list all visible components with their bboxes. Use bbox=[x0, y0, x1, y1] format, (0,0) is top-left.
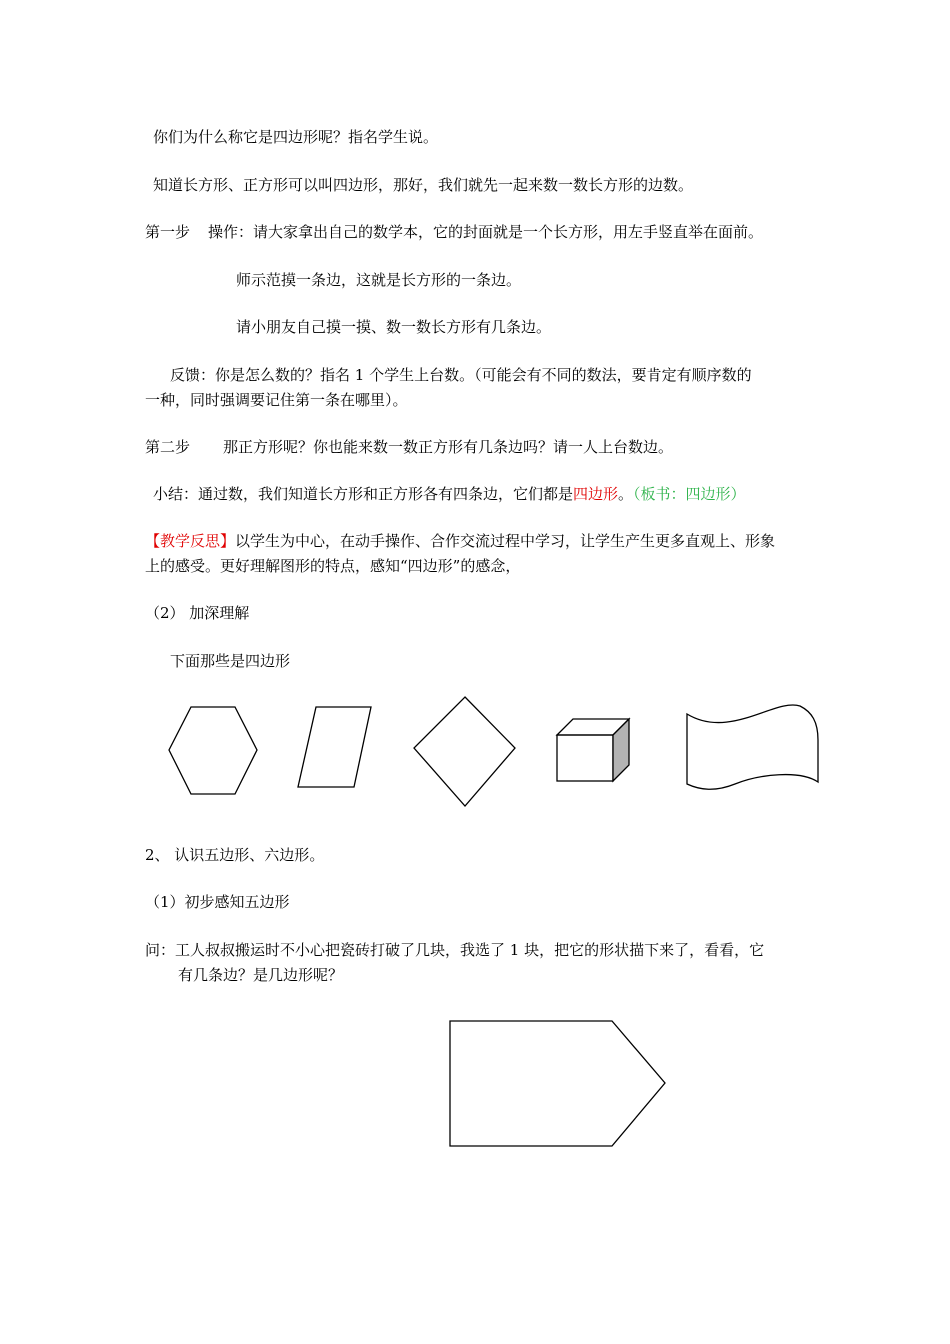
summary-highlight: 四边形 bbox=[573, 485, 619, 503]
subheading-deepen: （2） 加深理解 bbox=[145, 604, 250, 622]
reflection-tag: 【教学反思】 bbox=[145, 532, 236, 550]
step1-demo: 师示范摸一条边，这就是长方形的一条边。 bbox=[236, 271, 522, 289]
diamond-shape bbox=[414, 697, 515, 806]
step2-label: 第二步 bbox=[145, 438, 191, 456]
summary-dot: 。 bbox=[618, 485, 634, 503]
section-heading-pentagon-hexagon: 2、 认识五边形、六边形。 bbox=[145, 846, 325, 864]
hexagon-shape bbox=[169, 707, 257, 794]
summary-text: 小结：通过数，我们知道长方形和正方形各有四条边，它们都是 bbox=[153, 485, 574, 503]
ask-line-2: 有几条边？是几边形呢？ bbox=[178, 966, 344, 984]
pentagon-tile-shape bbox=[450, 1021, 665, 1146]
step1-practice: 请小朋友自己摸一摸、数一数长方形有几条边。 bbox=[236, 318, 552, 336]
reflection-text-1: 以学生为中心，在动手操作、合作交流过程中学习，让学生产生更多直观上、形象 bbox=[235, 532, 776, 550]
question-which-quadrilateral: 下面那些是四边形 bbox=[170, 652, 291, 670]
parallelogram-shape bbox=[298, 707, 371, 787]
ask-line-1: 问：工人叔叔搬运时不小心把瓷砖打破了几块，我选了 1 块，把它的形状描下来了，看看，它 bbox=[145, 941, 765, 959]
step1-text: 操作：请大家拿出自己的数学本，它的封面就是一个长方形，用左手竖直举在面前。 bbox=[208, 223, 764, 241]
step1-label: 第一步 bbox=[145, 223, 191, 241]
cube-shape bbox=[557, 719, 629, 781]
feedback-line-1: 反馈：你是怎么数的？指名 1 个学生上台数。（可能会有不同的数法，要肯定有顺序数的 bbox=[170, 366, 752, 384]
summary-board: （板书：四边形） bbox=[633, 485, 746, 503]
reflection-line-2: 上的感受。更好理解图形的特点，感知“四边形”的感念， bbox=[145, 557, 521, 575]
step2-text: 那正方形呢？你也能来数一数正方形有几条边吗？请一人上台数边。 bbox=[223, 438, 674, 456]
banner-shape bbox=[687, 705, 818, 789]
paragraph-count-sides: 知道长方形、正方形可以叫四边形，那好，我们就先一起来数一数长方形的边数。 bbox=[153, 176, 694, 194]
feedback-line-2: 一种，同时强调要记住第一条在哪里）。 bbox=[145, 391, 408, 409]
subheading-pentagon: （1）初步感知五边形 bbox=[145, 893, 290, 911]
paragraph-why-quadrilateral: 你们为什么称它是四边形呢？指名学生说。 bbox=[153, 128, 439, 146]
